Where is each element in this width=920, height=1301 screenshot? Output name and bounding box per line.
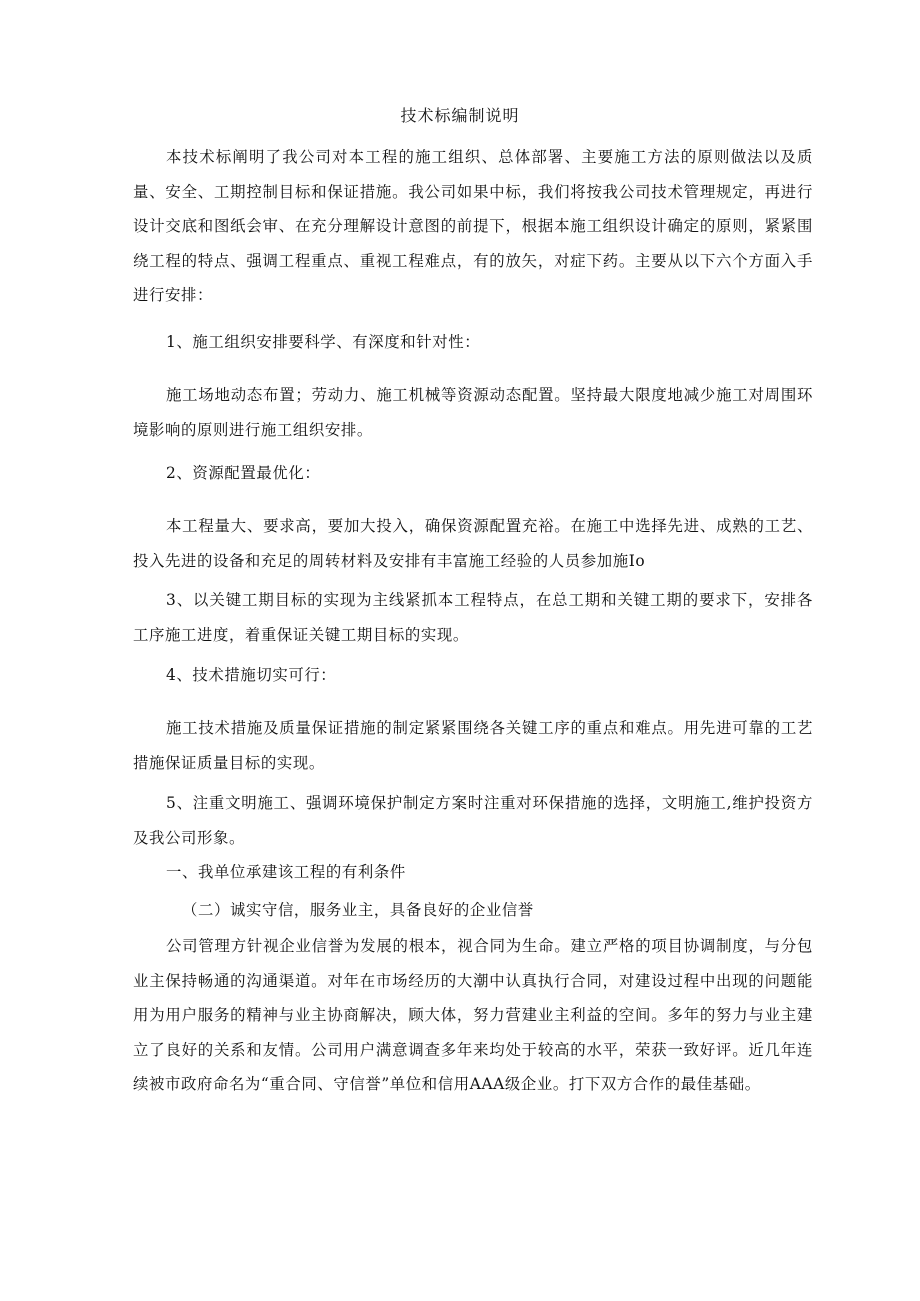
intro-paragraph: 本技术标阐明了我公司对本工程的施工组织、总体部署、主要施工方法的原则做法以及质量、安全、工期控制目标和保证措施。我公司如果中标，我们将按我公司技术管理规定，再进行设计交底和图纸会审、在充分理解设计意图的前提下，根据本施工组织设计确定的原则，紧紧围绕工程的特点、强调工程重点、重视工程难点，有的放矢，对症下药。主要从以下六个方面入手进行安排： bbox=[133, 148, 813, 304]
item1-body: 施工场地动态布置；劳动力、施工机械等资源动态配置。坚持最大限度地减少施工对周围环境影响的原则进行施工组织安排。 bbox=[133, 386, 813, 439]
item5-paragraph: 5、注重文明施工、强调环境保护制定方案时注重对环保措施的选择，文明施工,维护投资方及我公司形象。 bbox=[133, 794, 813, 847]
subsection2-heading: （二）诚实守信，服务业主，具备良好的企业信誉 bbox=[182, 901, 534, 919]
item1-heading: 1、施工组织安排要科学、有深度和针对性： bbox=[166, 333, 481, 351]
section1-heading: 一、我单位承建该工程的有利条件 bbox=[166, 863, 406, 881]
item3-paragraph: 3、以关键工期目标的实现为主线紧抓本工程特点，在总工期和关键工期的要求下，安排各工序施工进度，着重保证关键工期目标的实现。 bbox=[133, 591, 813, 644]
item4-heading: 4、技术措施切实可行： bbox=[166, 666, 337, 684]
item2-heading: 2、资源配置最优化： bbox=[166, 464, 321, 482]
item4-body: 施工技术措施及质量保证措施的制定紧紧围绕各关键工序的重点和难点。用先进可靠的工艺措施保证质量目标的实现。 bbox=[133, 719, 813, 772]
document-title: 技术标编制说明 bbox=[400, 106, 520, 125]
subsection2-body: 公司管理方针视企业信誉为发展的根本，视合同为生命。建立严格的项目协调制度，与分包业主保持畅通的沟通渠道。对年在市场经历的大潮中认真执行合同，对建设过程中出现的问题能用为用户服务的精神与业主协商解决，顾大体，努力营建业主利益的空间。多年的努力与业主建立了良好的关系和友情。公司用户满意调查多年来均处于较高的水平，荣获一致好评。近几年连续被市政府命名为“重合同、守信誉”单位和信用AAA级企业。打下双方合作的最佳基础。 bbox=[133, 937, 813, 1093]
item2-body: 本工程量大、要求高，要加大投入，确保资源配置充裕。在施工中选择先进、成熟的工艺、投入先进的设备和充足的周转材料及安排有丰富施工经验的人员参加施Io bbox=[133, 517, 813, 570]
